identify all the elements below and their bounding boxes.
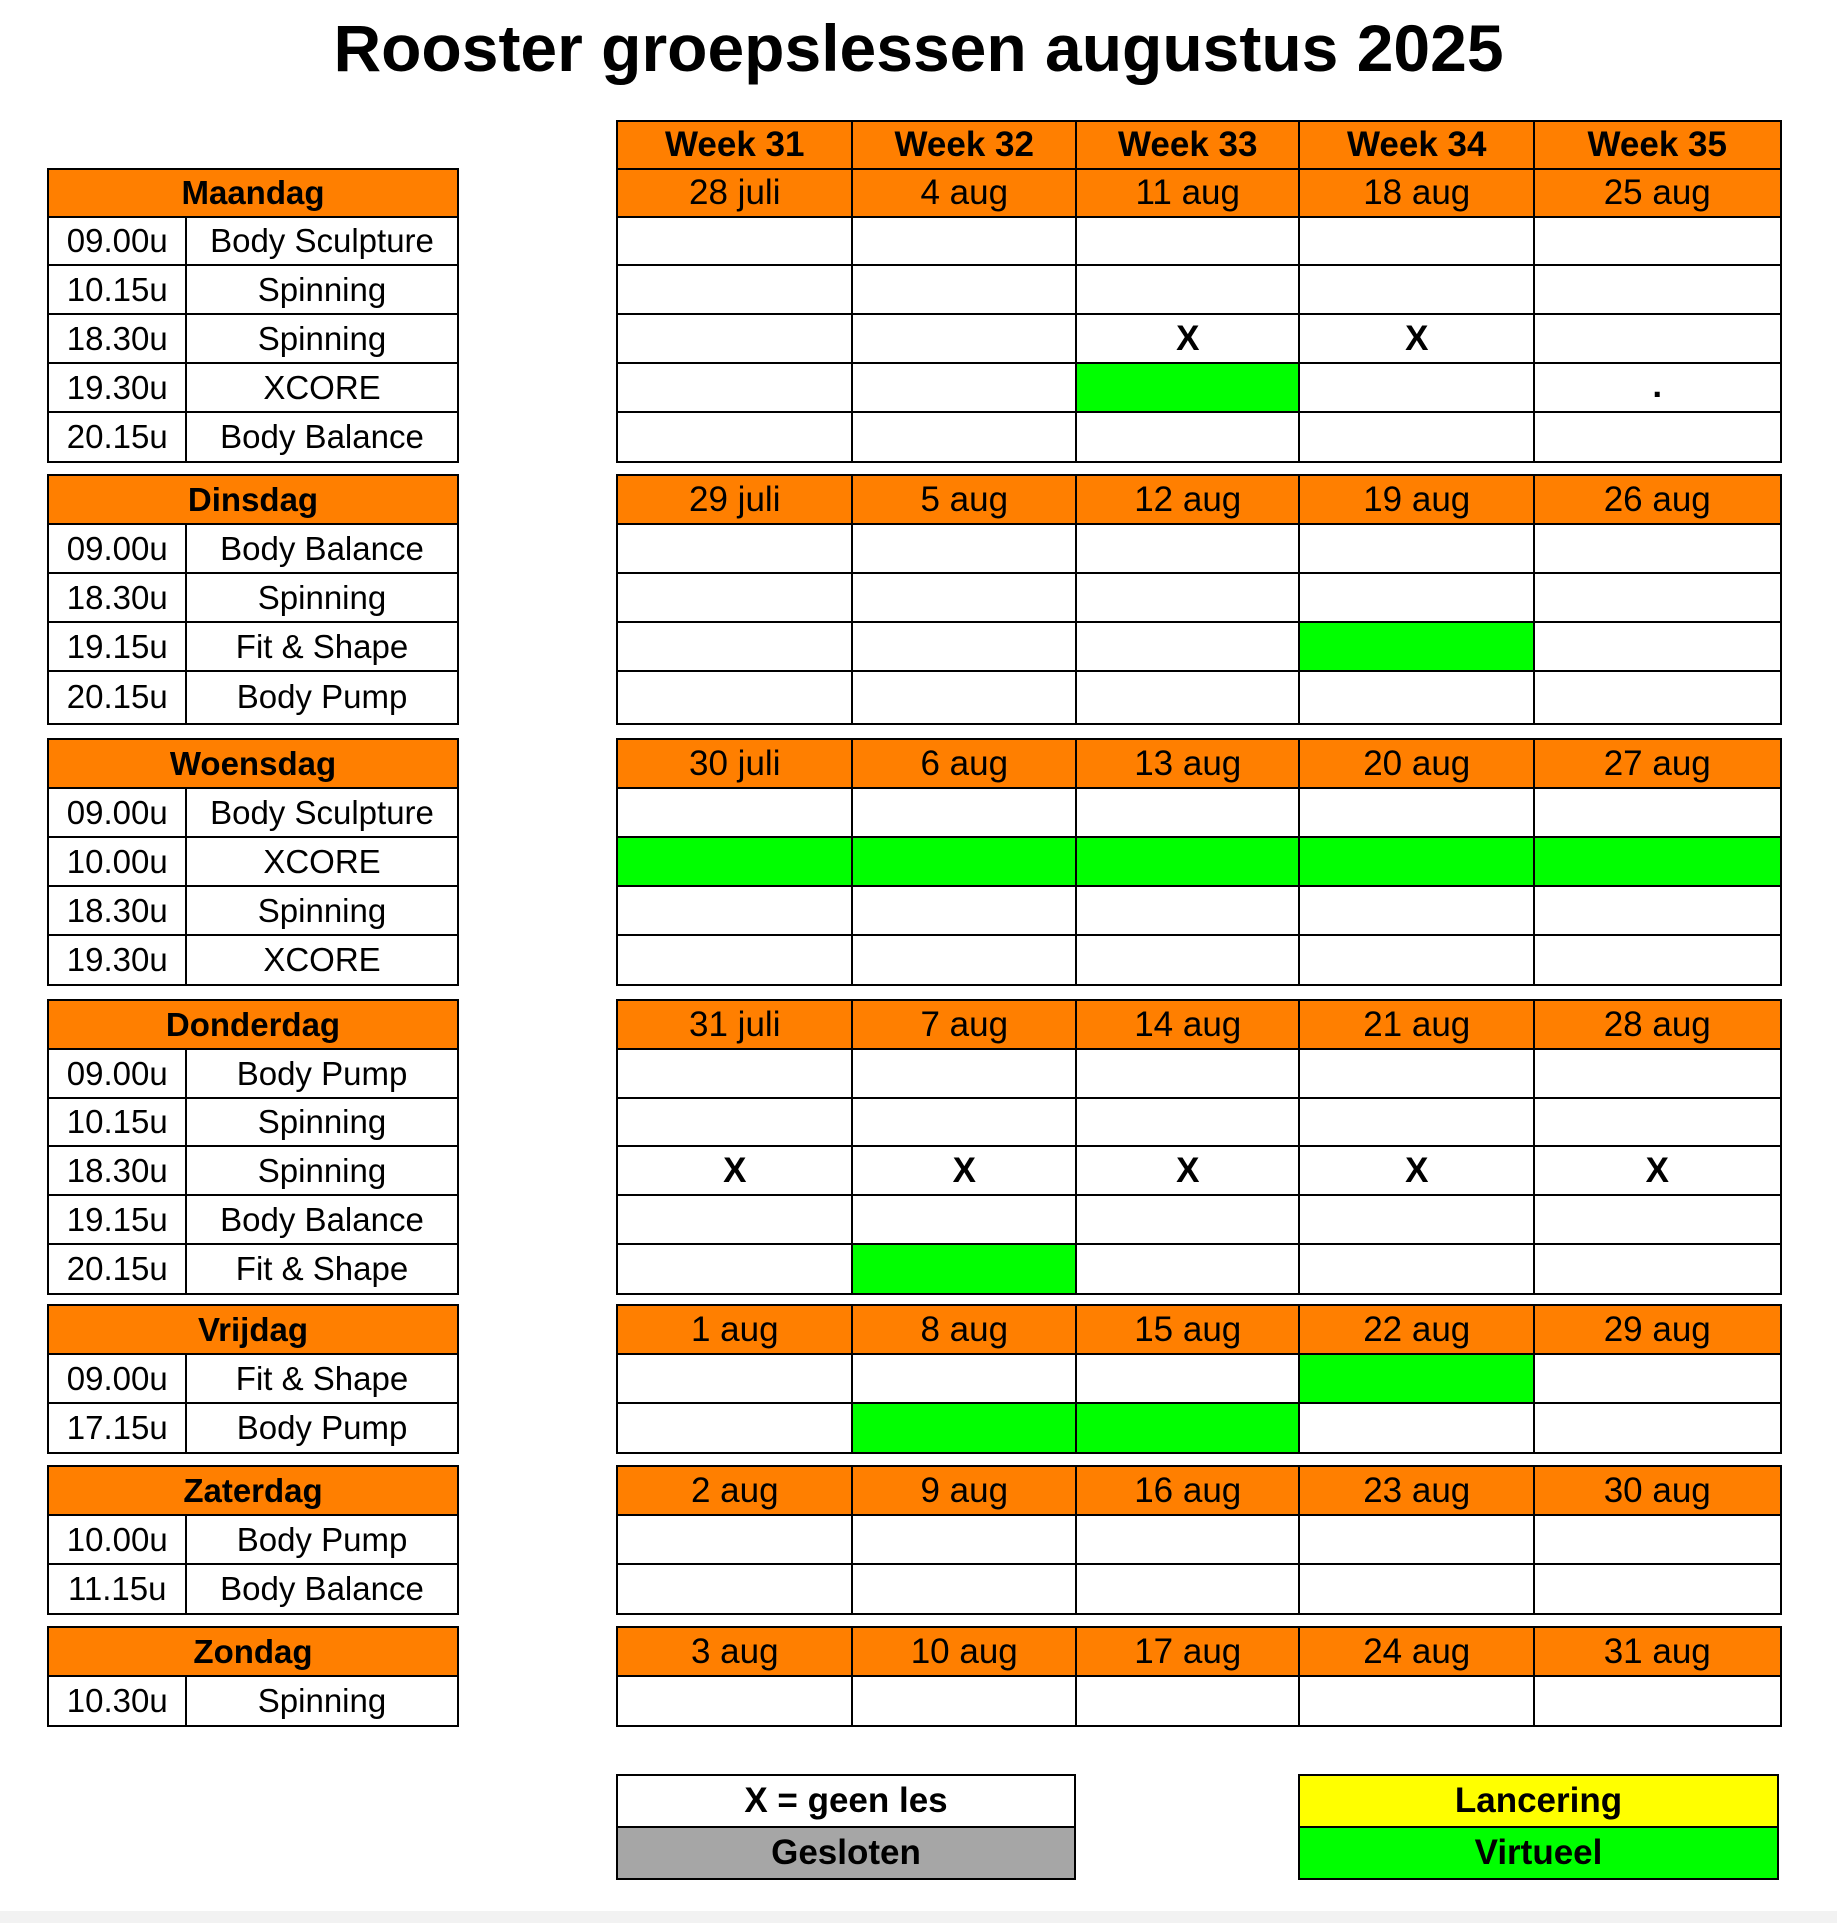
schedule-cell [1075,1563,1301,1615]
schedule-cell [1298,264,1536,316]
schedule-cell: . [1533,362,1782,414]
schedule-cell [1075,216,1301,267]
date-header: 31 juli [616,999,854,1051]
date-header: 21 aug [1298,999,1536,1051]
date-header: 20 aug [1298,738,1536,790]
schedule-cell [1298,216,1536,267]
class-time: 10.15u [47,264,188,316]
schedule-cell [616,572,854,624]
schedule-cell [1533,1243,1782,1295]
schedule-cell [1075,787,1301,839]
schedule-cell [1075,1097,1301,1148]
virtueel-cell [1533,836,1782,888]
class-name: Spinning [185,885,459,937]
class-name: Body Balance [185,1563,459,1615]
schedule-cell [1298,670,1536,725]
date-header: 1 aug [616,1304,854,1356]
schedule-cell [1533,1194,1782,1246]
schedule-cell [1075,1353,1301,1405]
class-name: XCORE [185,934,459,986]
schedule-cell [851,621,1078,673]
date-header: 23 aug [1298,1465,1536,1517]
virtueel-cell [851,836,1078,888]
date-header: 14 aug [1075,999,1301,1051]
virtueel-cell [1298,1353,1536,1405]
date-header: 9 aug [851,1465,1078,1517]
schedule-cell [851,1097,1078,1148]
date-header: 7 aug [851,999,1078,1051]
legend-geen-les: X = geen les [616,1774,1076,1828]
week-header: Week 34 [1298,120,1536,170]
legend-virtueel: Virtueel [1298,1826,1779,1880]
schedule-cell [616,313,854,365]
date-header: 11 aug [1075,168,1301,219]
schedule-cell [1075,1514,1301,1566]
schedule-cell [851,787,1078,839]
schedule-cell [851,670,1078,725]
date-header: 10 aug [851,1626,1078,1678]
schedule-cell [1075,885,1301,937]
schedule-cell [851,1194,1078,1246]
schedule-cell [1298,1097,1536,1148]
schedule-cell [1298,885,1536,937]
schedule-cell [1533,1675,1782,1727]
date-header: 17 aug [1075,1626,1301,1678]
day-header-zondag: Zondag [47,1626,459,1678]
geen-les-cell: X [1075,1145,1301,1197]
date-header: 6 aug [851,738,1078,790]
schedule-cell [1533,264,1782,316]
class-time: 19.30u [47,362,188,414]
schedule-cell [616,934,854,986]
schedule-cell [851,264,1078,316]
schedule-cell [1298,362,1536,414]
schedule-cell [1298,1514,1536,1566]
schedule-cell [1298,1563,1536,1615]
schedule-cell [1075,264,1301,316]
schedule-cell [1533,670,1782,725]
geen-les-cell: X [851,1145,1078,1197]
schedule-cell [1075,670,1301,725]
legend-gesloten: Gesloten [616,1826,1076,1880]
class-name: XCORE [185,362,459,414]
class-name: Body Balance [185,1194,459,1246]
class-name: Body Pump [185,1048,459,1100]
schedule-cell [851,572,1078,624]
schedule-cell [1533,787,1782,839]
class-time: 19.15u [47,621,188,673]
class-time: 19.30u [47,934,188,986]
class-time: 09.00u [47,1353,188,1405]
date-header: 18 aug [1298,168,1536,219]
schedule-cell [616,1353,854,1405]
date-header: 29 juli [616,474,854,526]
class-name: Fit & Shape [185,1243,459,1295]
week-header: Week 33 [1075,120,1301,170]
schedule-cell [616,1675,854,1727]
date-header: 28 juli [616,168,854,219]
schedule-cell [616,1402,854,1454]
class-name: Body Sculpture [185,787,459,839]
schedule-cell [1533,1353,1782,1405]
schedule-cell [616,1243,854,1295]
schedule-cell [616,1194,854,1246]
schedule-cell [616,885,854,937]
schedule-cell [1075,411,1301,463]
schedule-cell [1298,1194,1536,1246]
date-header: 31 aug [1533,1626,1782,1678]
class-time: 20.15u [47,411,188,463]
schedule-cell [1533,1514,1782,1566]
schedule-cell [851,411,1078,463]
schedule-cell [1075,1675,1301,1727]
class-name: Spinning [185,1145,459,1197]
date-header: 8 aug [851,1304,1078,1356]
schedule-cell [616,362,854,414]
schedule-cell [851,313,1078,365]
schedule-cell [1533,1048,1782,1100]
schedule-cell [616,1563,854,1615]
date-header: 30 juli [616,738,854,790]
date-header: 16 aug [1075,1465,1301,1517]
date-header: 15 aug [1075,1304,1301,1356]
day-header-maandag: Maandag [47,168,459,219]
schedule-cell [616,411,854,463]
date-header: 5 aug [851,474,1078,526]
date-header: 22 aug [1298,1304,1536,1356]
class-name: Body Balance [185,411,459,463]
schedule-cell [1298,1675,1536,1727]
schedule-cell [1075,1048,1301,1100]
class-name: Spinning [185,313,459,365]
schedule-cell [851,1514,1078,1566]
schedule-cell [1533,934,1782,986]
date-header: 27 aug [1533,738,1782,790]
schedule-cell [616,523,854,575]
page-footer-strip [0,1911,1837,1923]
class-time: 09.00u [47,216,188,267]
geen-les-cell: X [1075,313,1301,365]
schedule-cell [616,1048,854,1100]
class-time: 17.15u [47,1402,188,1454]
date-header: 2 aug [616,1465,854,1517]
schedule-cell [1533,1402,1782,1454]
class-time: 20.15u [47,670,188,725]
schedule-cell [1533,885,1782,937]
geen-les-cell: X [1298,1145,1536,1197]
date-header: 28 aug [1533,999,1782,1051]
schedule-cell [1075,621,1301,673]
class-name: Body Pump [185,1514,459,1566]
virtueel-cell [616,836,854,888]
class-time: 10.00u [47,836,188,888]
class-time: 09.00u [47,523,188,575]
schedule-cell [1533,1563,1782,1615]
page-title: Rooster groepslessen augustus 2025 [333,11,1504,85]
schedule-cell [1075,934,1301,986]
date-header: 24 aug [1298,1626,1536,1678]
legend-lancering: Lancering [1298,1774,1779,1828]
schedule-cell [1298,1243,1536,1295]
schedule-cell [616,621,854,673]
schedule-cell [1533,216,1782,267]
class-time: 19.15u [47,1194,188,1246]
schedule-cell [1298,411,1536,463]
schedule-cell [1533,572,1782,624]
day-header-zaterdag: Zaterdag [47,1465,459,1517]
date-header: 26 aug [1533,474,1782,526]
week-header: Week 32 [851,120,1078,170]
schedule-cell [1075,572,1301,624]
date-header: 30 aug [1533,1465,1782,1517]
geen-les-cell: X [616,1145,854,1197]
schedule-cell [851,216,1078,267]
class-name: Body Pump [185,1402,459,1454]
schedule-cell [1533,1097,1782,1148]
schedule-cell [851,1353,1078,1405]
virtueel-cell [1075,836,1301,888]
schedule-cell [616,1514,854,1566]
schedule-cell [1298,1048,1536,1100]
schedule-cell [616,670,854,725]
class-name: Body Sculpture [185,216,459,267]
class-time: 10.15u [47,1097,188,1148]
class-name: Spinning [185,572,459,624]
schedule-cell [1298,523,1536,575]
class-time: 18.30u [47,1145,188,1197]
schedule-cell [616,216,854,267]
date-header: 29 aug [1533,1304,1782,1356]
class-time: 10.00u [47,1514,188,1566]
class-name: Spinning [185,1097,459,1148]
day-header-vrijdag: Vrijdag [47,1304,459,1356]
class-time: 11.15u [47,1563,188,1615]
schedule-cell [1298,572,1536,624]
date-header: 25 aug [1533,168,1782,219]
schedule-cell [1075,1194,1301,1246]
schedule-cell [1298,787,1536,839]
schedule-cell [851,1563,1078,1615]
date-header: 12 aug [1075,474,1301,526]
class-name: XCORE [185,836,459,888]
schedule-cell [1533,313,1782,365]
class-time: 09.00u [47,1048,188,1100]
class-time: 09.00u [47,787,188,839]
schedule-cell [616,264,854,316]
schedule-cell [616,787,854,839]
schedule-cell [1298,1402,1536,1454]
class-time: 20.15u [47,1243,188,1295]
date-header: 4 aug [851,168,1078,219]
date-header: 13 aug [1075,738,1301,790]
geen-les-cell: X [1533,1145,1782,1197]
schedule-cell [1533,411,1782,463]
schedule-cell [851,885,1078,937]
class-name: Body Pump [185,670,459,725]
class-name: Fit & Shape [185,1353,459,1405]
class-name: Spinning [185,264,459,316]
schedule-cell [851,934,1078,986]
week-header: Week 31 [616,120,854,170]
schedule-cell [1075,1243,1301,1295]
virtueel-cell [1075,1402,1301,1454]
day-header-dinsdag: Dinsdag [47,474,459,526]
schedule-cell [1533,621,1782,673]
virtueel-cell [1298,836,1536,888]
virtueel-cell [1298,621,1536,673]
virtueel-cell [851,1402,1078,1454]
schedule-cell [851,523,1078,575]
class-time: 10.30u [47,1675,188,1727]
date-header: 19 aug [1298,474,1536,526]
virtueel-cell [851,1243,1078,1295]
virtueel-cell [1075,362,1301,414]
schedule-cell [616,1097,854,1148]
class-time: 18.30u [47,572,188,624]
schedule-cell [1298,934,1536,986]
week-header: Week 35 [1533,120,1782,170]
schedule-cell [1533,523,1782,575]
class-name: Spinning [185,1675,459,1727]
schedule-cell [1075,523,1301,575]
geen-les-cell: X [1298,313,1536,365]
date-header: 3 aug [616,1626,854,1678]
schedule-cell [851,1048,1078,1100]
class-time: 18.30u [47,885,188,937]
schedule-cell [851,1675,1078,1727]
schedule-cell [851,362,1078,414]
day-header-woensdag: Woensdag [47,738,459,790]
day-header-donderdag: Donderdag [47,999,459,1051]
class-name: Fit & Shape [185,621,459,673]
class-time: 18.30u [47,313,188,365]
class-name: Body Balance [185,523,459,575]
